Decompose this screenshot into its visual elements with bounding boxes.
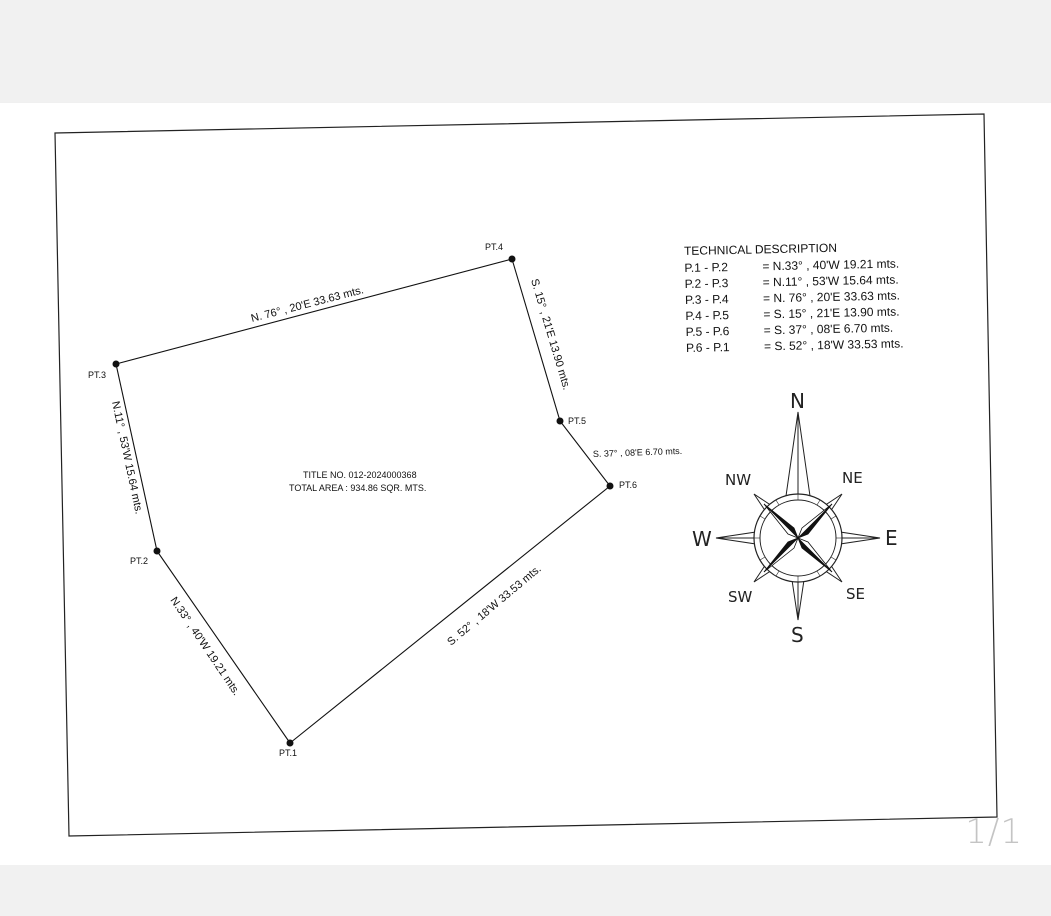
td-row-4-value: = S. 15° , 21'E 13.90 mts. [763,304,900,322]
total-area: TOTAL AREA : 934.86 SQR. MTS. [289,483,427,493]
td-row-5-value: = S. 37° , 08'E 6.70 mts. [763,320,894,338]
compass-label-e: E [885,526,898,550]
td-row-6-points: P.6 - P.1 [685,340,730,355]
corner-marker-pt3 [113,361,120,368]
point-label-pt1: PT.1 [279,748,298,758]
lot-boundary [116,259,610,743]
compass-label-w: W [692,527,712,551]
compass-label-s: S [791,623,804,647]
compass-label-n: N [790,389,805,413]
compass-label-ne: NE [842,469,863,487]
corner-markers [113,256,614,747]
td-row-3-points: P.3 - P.4 [684,292,729,307]
td-row-5-points: P.5 - P.6 [685,324,730,339]
edge-label-p2-p3: N.11° , 53'W 15.64 mts. [109,400,145,516]
point-label-pt3: PT.3 [88,370,107,380]
corner-marker-pt6 [607,483,614,490]
point-label-pt5: PT.5 [568,416,587,426]
compass-rose [692,389,898,647]
td-row-2-points: P.2 - P.3 [684,276,729,291]
technical-description-heading: TECHNICAL DESCRIPTION [683,240,838,258]
td-row-2-value: = N.11° , 53'W 15.64 mts. [762,272,899,290]
td-row-1-value: = N.33° , 40'W 19.21 mts. [762,256,900,274]
compass-label-nw: NW [725,471,752,489]
title-number: TITLE NO. 012-2024000368 [303,470,417,480]
edge-label-p3-p4: N. 76° , 20'E 33.63 mts. [249,284,366,325]
corner-marker-pt2 [154,548,161,555]
compass-label-sw: SW [728,588,753,606]
td-row-4-points: P.4 - P.5 [685,308,730,323]
edge-label-p1-p2: N.33° , 40'W 19.21 mts. [167,594,243,698]
point-label-pt6: PT.6 [619,480,638,490]
corner-marker-pt4 [509,256,516,263]
td-row-6-value: = S. 52° , 18'W 33.53 mts. [763,336,904,354]
page-indicator: 1/1 [965,812,1023,852]
td-row-1-points: P.1 - P.2 [684,260,729,275]
edge-label-p5-p6: S. 37° , 08'E 6.70 mts. [592,445,683,459]
point-label-pt2: PT.2 [130,556,149,566]
edge-label-p4-p5: S. 15° , 21'E 13.90 mts. [528,277,573,392]
corner-marker-pt1 [287,740,294,747]
compass-label-se: SE [846,585,865,603]
point-label-pt4: PT.4 [485,242,504,252]
technical-description [684,239,904,355]
edge-label-p6-p1: S. 52° , 18'W 33.53 mts. [445,563,544,649]
corner-marker-pt5 [557,418,564,425]
td-row-3-value: = N. 76° , 20'E 33.63 mts. [762,288,900,306]
